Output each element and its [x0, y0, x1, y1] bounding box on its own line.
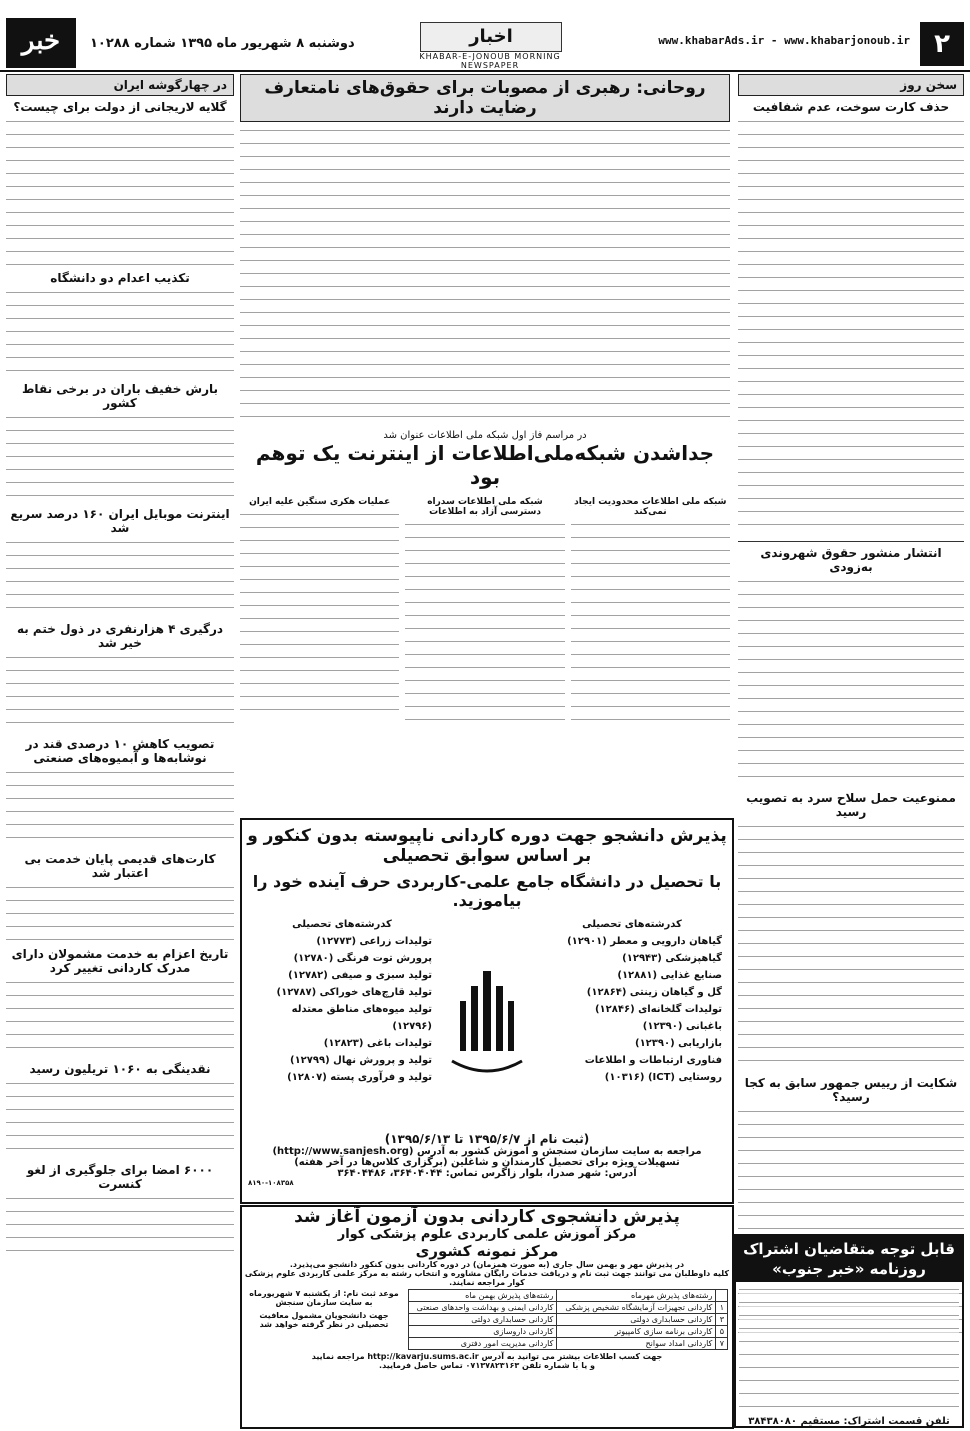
column-header: در چهارگوشه ایران — [6, 74, 234, 96]
university-emblem — [442, 916, 532, 1126]
emblem-icon — [447, 961, 527, 1081]
editorial-body — [738, 117, 964, 537]
story-body — [738, 822, 964, 1072]
news-title: درگیری ۴ هزارنفری در ذول ختم به خیر شد — [16, 622, 224, 650]
newspaper-logo — [6, 18, 76, 68]
field-item: بازاریابی (۱۲۳۹۰) — [635, 1038, 722, 1049]
field-item: تولیدات گلخانه‌ای (۱۲۸۴۶) — [594, 1004, 722, 1015]
notice-body — [736, 1282, 962, 1416]
deadline-sub: به سایت سازمان سنجش — [275, 1298, 373, 1307]
issue-date: دوشنبه ۸ شهریور ماه ۱۳۹۵ شماره ۱۰۲۸۸ — [90, 36, 355, 51]
news-title: کارت‌های قدیمی پایان خدمت بی اعتبار شد — [24, 852, 216, 880]
lead-body — [240, 126, 730, 426]
ad2-desc: در پذیرش مهر و بهمن سال جاری (به صورت همزمان) در دوره کاردانی بدون کنکور دانشجو می‌پذیرد. — [289, 1260, 685, 1269]
table-row: ۷ کاردانی امداد سوانح کاردانی مدیریت امور دفتری — [409, 1338, 728, 1350]
field-item: تولید و پرورش نهال (۱۲۷۹۹) — [290, 1055, 432, 1066]
field-item: تولید و فرآوری پسته (۱۲۸۰۷) — [287, 1072, 432, 1083]
field-item: گیاهان دارویی و معطر (۱۲۹۰۱) — [567, 936, 722, 947]
ad2-title: پذیرش دانشجوی کاردانی بدون آزمون آغاز شد — [294, 1207, 680, 1227]
notice-title: قابل توجه متقاضیان اشتراک روزنامه «خبر جنوب» — [736, 1236, 962, 1282]
logo-text: خبر — [21, 26, 61, 56]
news-title: نقدینگی به ۱۰۶۰ تریلیون رسید — [29, 1062, 211, 1076]
subhead: شبکه ملی اطلاعات سدراه دسترسی آزاد به اطلاعات — [427, 497, 543, 517]
notice-phone: تلفن قسمت اشتراک: مستقیم ۳۸۴۳۸۰۸۰ — [748, 1416, 950, 1427]
center-articles — [240, 74, 730, 730]
news-title: تصویب کاهش ۱۰ درصدی قند در نوشابه‌ها و آبمیوه‌های صنعتی — [25, 737, 215, 765]
news-title: گلایه لاریجانی از دولت برای چیست؟ — [13, 100, 227, 114]
story-title: انتشار منشور حقوق شهروندی به‌زودی — [760, 546, 942, 574]
news-title: اینترنت موبایل ایران ۱۶۰ درصد سریع شد — [10, 507, 230, 535]
ad-subtitle: با تحصیل در دانشگاه جامع علمی-کاربردی حرف آینده خود را بیاموزید. — [252, 872, 722, 910]
field-item: فناوری ارتباطات و اطلاعات روستایی (ICT) (۱۰۳۱۶) — [584, 1055, 722, 1083]
deadline-title: موعد ثبت نام: از یکشنبه ۷ شهریورماه — [249, 1289, 399, 1298]
field-item: تولید قارچ‌های خوراکی (۱۲۷۸۷) — [276, 987, 432, 998]
field-item: گیاهپزشکی (۱۲۹۴۳) — [622, 953, 722, 964]
ad2-desc2: کلیه داوطلبان می توانند جهت ثبت نام و دریافت خدمات رایگان مشاوره و انتخاب رشته به مرکز علمی کاربردی علوم پزشکی کوار مراجعه نمایند. — [244, 1269, 730, 1287]
story-body — [738, 577, 964, 787]
news-title: بارش خفیف باران در برخی نقاط کشور — [21, 382, 219, 410]
table-row: ۵ کاردانی برنامه سازی کامپیوتر کاردانی داروسازی — [409, 1326, 728, 1338]
subscription-notice — [734, 1234, 964, 1428]
news-title: تکذیب اعدام دو دانشگاه — [50, 271, 190, 285]
ad2-side — [246, 1289, 402, 1350]
second-body — [571, 520, 730, 730]
table-row: ۱ کاردانی تجهیزات آزمایشگاه تشخیص پزشکی کاردانی ایمنی و بهداشت واحدهای صنعتی — [409, 1302, 728, 1314]
field-item: تولیدات باغی (۱۲۸۲۳) — [323, 1038, 432, 1049]
kicker: در مراسم فاز اول شبکه ملی اطلاعات عنوان شد — [383, 430, 587, 441]
table-row: ۳ کاردانی حسابداری دولتی کاردانی حسابداری دولتی — [409, 1314, 728, 1326]
news-title: تاریخ اعزام به خدمت مشمولان دارای مدرک کاردانی تغییر کرد — [11, 947, 229, 975]
right-column — [738, 74, 964, 1424]
second-body — [405, 520, 564, 730]
subhead: شبکه ملی اطلاعات محدودیت ایجاد نمی‌کند — [574, 497, 727, 517]
kavar-college-ad — [240, 1205, 734, 1429]
ad-title: پذیرش دانشجو جهت دوره کاردانی ناپیوسته بدون کنکور و بر اساس سوابق تحصیلی — [247, 826, 727, 866]
field-item: تولیدات زراعی (۱۲۷۷۳) — [316, 936, 432, 947]
field-item: گل و گیاهان زینتی (۱۲۸۶۴) — [586, 987, 722, 998]
story-title: شکایت از رییس جمهور سابق به کجا رسید؟ — [744, 1076, 958, 1104]
fields-header: کدرشته‌های تحصیلی — [582, 919, 682, 930]
fields-table — [408, 1289, 728, 1350]
military-note: جهت دانشجویان مشمول معافیت تحصیلی در نظر گرفته خواهد شد — [259, 1311, 389, 1329]
ad2-org: مرکز آموزش علمی کاربردی علوم پزشکی کوار — [337, 1227, 637, 1242]
ad2-phone: و یا با شماره تلفن ۰۷۱۳۷۸۲۳۱۶۳ تماس حاصل فرمایید. — [379, 1361, 595, 1370]
field-item: پرورش توت فرنگی (۱۲۷۸۰) — [293, 953, 432, 964]
field-item: تولید میوه‌های مناطق معتدله (۱۲۷۹۶) — [291, 1004, 432, 1032]
field-item: باغبانی (۱۲۳۹۰) — [642, 1021, 722, 1032]
second-headline: جداشدن شبکه‌ملی‌اطلاعات از اینترنت یک توهم بود — [255, 441, 715, 489]
column-header: سخن روز — [738, 74, 964, 96]
ad-code: ۸۱۹۰-۱۰۸۳۵۸ — [248, 1179, 294, 1187]
subhead: عملیات هکری سنگین علیه ایران — [249, 497, 391, 507]
ad-facilities: تسهیلات ویژه برای تحصیل کارمندان و شاغلین (برگزاری کلاس‌ها در آخر هفته) — [294, 1157, 680, 1168]
editorial-title: حذف کارت سوخت، عدم شفافیت — [752, 100, 950, 114]
fields-header: کدرشته‌های تحصیلی — [292, 919, 392, 930]
website-url[interactable]: www.khabarAds.ir - www.khabarjonoub.ir — [658, 34, 910, 47]
registration-dates: (ثبت نام از ۱۳۹۵/۶/۷ تا ۱۳۹۵/۶/۱۳) — [384, 1132, 590, 1146]
masthead — [0, 18, 970, 72]
university-ad — [240, 818, 734, 1204]
left-column — [6, 74, 234, 1424]
field-item: تولید سبزی و صیفی (۱۲۷۸۲) — [288, 970, 432, 981]
fields-right — [542, 916, 722, 1126]
masthead-subtitle: KHABAR-E-JONOUB MORNING NEWSPAPER — [419, 52, 561, 70]
ad-address: آدرس: شهر صدرا، بلوار زاگرس تماس: ۳۶۴۰۴۰۴۴، ۳۶۴۰۴۴۸۶ — [337, 1168, 637, 1179]
ad-website[interactable]: مراجعه به سایت سازمان سنجش و آموزش کشور به آدرس (http://www.sanjesh.org) — [272, 1146, 702, 1157]
field-item: صنایع غذایی (۱۲۸۸۱) — [617, 970, 722, 981]
news-title: ۶۰۰۰ امضا برای جلوگیری از لغو کنسرت — [26, 1163, 214, 1191]
story-title: ممنوعیت حمل سلاح سرد به تصویب رسید — [746, 791, 956, 819]
fields-left — [252, 916, 432, 1126]
table-header: رشته‌های پذیرش مهرماه — [557, 1290, 716, 1302]
table-header: رشته‌های پذیرش بهمن ماه — [409, 1290, 557, 1302]
page-number: ۲ — [920, 22, 964, 66]
second-body — [240, 510, 399, 720]
ad2-footer[interactable]: جهت کسب اطلاعات بیشتر می توانید به آدرس http://kavarju.sums.ac.ir مراجعه نمایید — [311, 1352, 663, 1361]
section-title: اخبار — [420, 22, 562, 52]
lead-headline: روحانی: رهبری از مصوبات برای حقوق‌های نامتعارف رضایت دارند — [240, 74, 730, 122]
ad2-org2: مرکز نمونه کشوری — [415, 1242, 559, 1260]
